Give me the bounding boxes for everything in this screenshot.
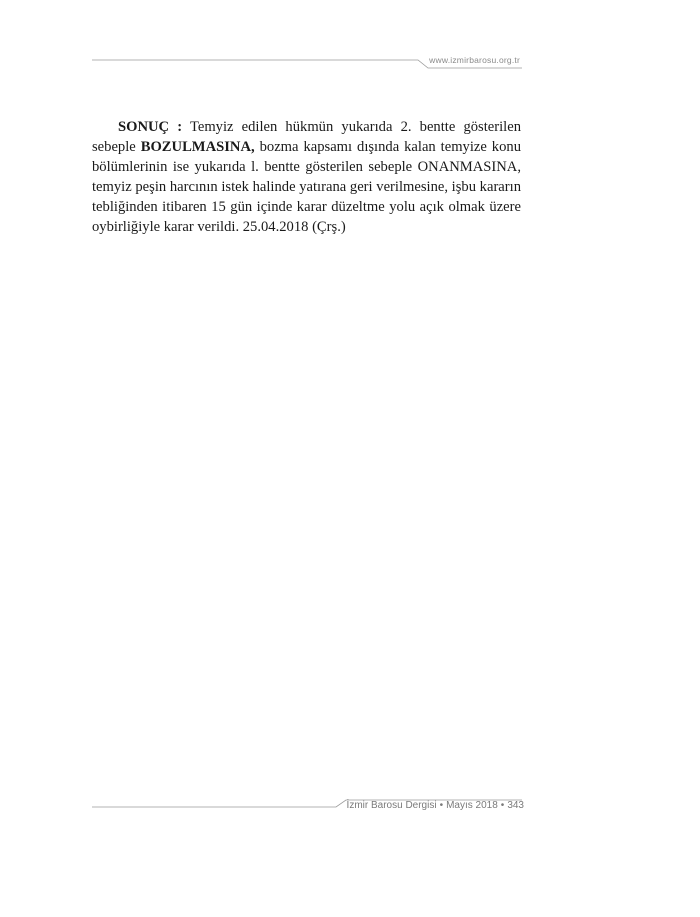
header-url: www.izmirbarosu.org.tr xyxy=(429,55,520,65)
footer-issue: Mayıs 2018 xyxy=(446,800,498,811)
body-text-2: bozma kapsamı dışında kalan temyize konu bölümlerinin ise yukarıda l. bentte gösterilen sebeple ONANMASINA, temyiz peşin harcının istek halinde yatırana geri verilmesine, işbu kararın tebliğinden itibaren 15 gün içinde karar düzeltme yolu açık olmak üzere oybirliğiyle karar verildi. 25.04.2018 (Çrş.) xyxy=(92,139,521,235)
footer-separator: • xyxy=(439,800,444,811)
main-paragraph xyxy=(92,117,521,237)
footer xyxy=(347,800,524,811)
sonuc-label: SONUÇ : xyxy=(118,119,183,135)
page-number: 343 xyxy=(507,800,524,811)
footer-separator: • xyxy=(500,800,505,811)
body-text-1: Temyiz edilen hükmün yukarıda 2. bentte gösterilen sebeple xyxy=(92,119,521,155)
footer-journal: İzmir Barosu Dergisi xyxy=(346,800,437,811)
bozulmasina-label: BOZULMASINA, xyxy=(140,139,255,155)
